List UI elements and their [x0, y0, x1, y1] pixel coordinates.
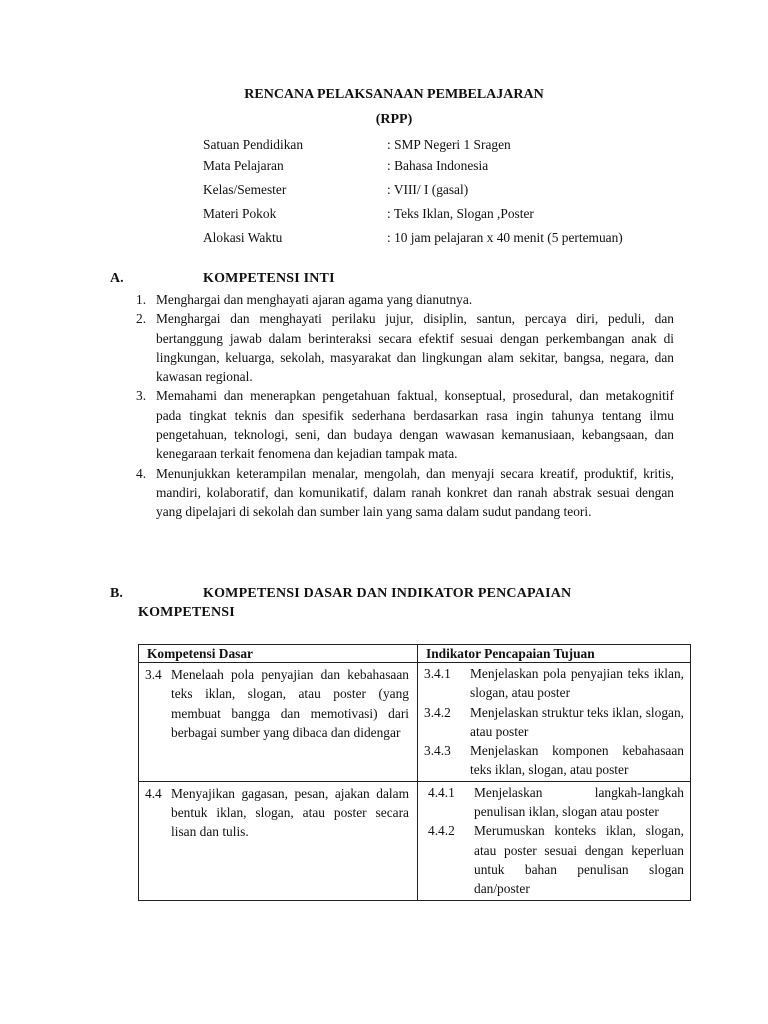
kd-text: Menelaah pola penyajian dan kebahasaan teks iklan, slogan, atau poster (yang membuat bangga dan memotivasi) dari berbagai sumber yang dibaca dan didengar	[171, 667, 409, 740]
list-item-number: 1.	[136, 292, 147, 307]
identity-label: Materi Pokok	[203, 206, 277, 221]
list-item-text: Menunjukkan keterampilan menalar, mengolah, dan menyaji secara kreatif, produktif, kritis, mandiri, kolaboratif, dan komunikatif, dalam ranah konkret dan ranah abstrak sesuai dengan yang dipelajari di sekolah dan sumber lain yang sama dalam sudut pandang teori.	[156, 465, 674, 520]
indikator-text: Menjelaskan pola penyajian teks iklan, slogan, atau poster	[470, 666, 684, 701]
kd-number: 4.4	[145, 785, 162, 801]
list-item	[136, 464, 674, 522]
kompetensi-dasar-table	[138, 644, 691, 901]
indikator-list	[418, 663, 690, 781]
kd-cell	[139, 781, 418, 900]
indikator-number: 4.4.2	[428, 823, 455, 839]
indikator-item	[418, 821, 684, 898]
kd-item	[139, 782, 417, 846]
indikator-number: 3.4.2	[424, 704, 451, 720]
table-header-indikator: Indikator Pencapaian Tujuan	[418, 645, 691, 663]
section-b-title-continued: KOMPETENSI	[138, 605, 235, 620]
identity-label: Mata Pelajaran	[203, 158, 284, 173]
indikator-number: 3.4.1	[424, 666, 451, 681]
document-title: RENCANA PELAKSANAAN PEMBELAJARAN	[244, 87, 544, 102]
identity-value: : SMP Negeri 1 Sragen	[387, 137, 511, 152]
section-b-letter: B.	[110, 586, 123, 601]
indikator-item	[418, 741, 684, 780]
indikator-text: Menjelaskan komponen kebahasaan teks iklan, slogan, atau poster	[470, 743, 684, 778]
list-item	[136, 309, 674, 386]
list-item	[136, 290, 674, 309]
list-item-text: Menghargai dan menghayati perilaku jujur, disiplin, santun, percaya diri, peduli, dan bertanggung jawab dalam berinteraksi secara efektif sesuai dengan perkembangan anak di lingkungan, keluarga, sekolah, masyarakat dan lingkungan alam sekitar, bangsa, negara, dan kawasan regional.	[156, 311, 674, 385]
document-subtitle: (RPP)	[375, 112, 413, 127]
identity-label: Satuan Pendidikan	[203, 137, 304, 152]
identity-value: : VIII/ I (gasal)	[387, 182, 469, 197]
indikator-cell	[418, 663, 691, 782]
indikator-text: Menjelaskan struktur teks iklan, slogan, atau poster	[470, 704, 684, 739]
list-item-number: 2.	[136, 311, 147, 327]
list-item-number: 4.	[136, 465, 147, 481]
identity-value: : 10 jam pelajaran x 40 menit (5 pertemuan)	[387, 230, 623, 245]
list-item-text: Memahami dan menerapkan pengetahuan faktual, konseptual, prosedural, dan metakognitif pada tingkat teknis dan spesifik sederhana berdasarkan rasa ingin tahunya tentang ilmu pengetahuan, teknologi, seni, dan budaya dengan wawasan kemanusiaan, kebangsaan, dan kenegaraan terkait fenomena dan kejadian tampak mata.	[156, 388, 674, 462]
kd-text: Menyajikan gagasan, pesan, ajakan dalam bentuk iklan, slogan, atau poster secara lisan dan tulis.	[171, 785, 409, 840]
indikator-number: 4.4.1	[428, 784, 455, 800]
section-a-title: KOMPETENSI INTI	[203, 271, 335, 286]
identity-value: : Teks Iklan, Slogan ,Poster	[387, 206, 534, 221]
list-item-text: Menghargai dan menghayati ajaran agama yang dianutnya.	[156, 292, 473, 307]
section-a-letter: A.	[110, 271, 124, 286]
indikator-list	[418, 782, 690, 900]
list-item-number: 3.	[136, 388, 147, 404]
indikator-item	[418, 703, 684, 742]
identity-label: Kelas/Semester	[203, 182, 287, 197]
table-row	[139, 663, 691, 782]
kompetensi-inti-list	[136, 290, 674, 522]
indikator-item	[418, 664, 684, 703]
table-header-row	[139, 645, 691, 663]
indikator-text: Menjelaskan langkah-langkah penulisan iklan, slogan atau poster	[474, 784, 684, 820]
identity-label: Alokasi Waktu	[203, 230, 283, 245]
section-b-title: KOMPETENSI DASAR DAN INDIKATOR PENCAPAIAN	[203, 586, 572, 601]
indikator-number: 3.4.3	[424, 743, 451, 759]
table-row	[139, 781, 691, 900]
identity-value: : Bahasa Indonesia	[387, 158, 489, 173]
table-header-kd: Kompetensi Dasar	[139, 645, 418, 663]
kd-cell	[139, 663, 418, 782]
indikator-item	[418, 783, 684, 822]
indikator-text: Merumuskan konteks iklan, slogan, atau poster sesuai dengan keperluan untuk bahan penulisan slogan dan/poster	[474, 823, 684, 897]
list-item	[136, 386, 674, 463]
kd-item	[139, 663, 417, 746]
kd-number: 3.4	[145, 667, 162, 682]
indikator-cell	[418, 781, 691, 900]
